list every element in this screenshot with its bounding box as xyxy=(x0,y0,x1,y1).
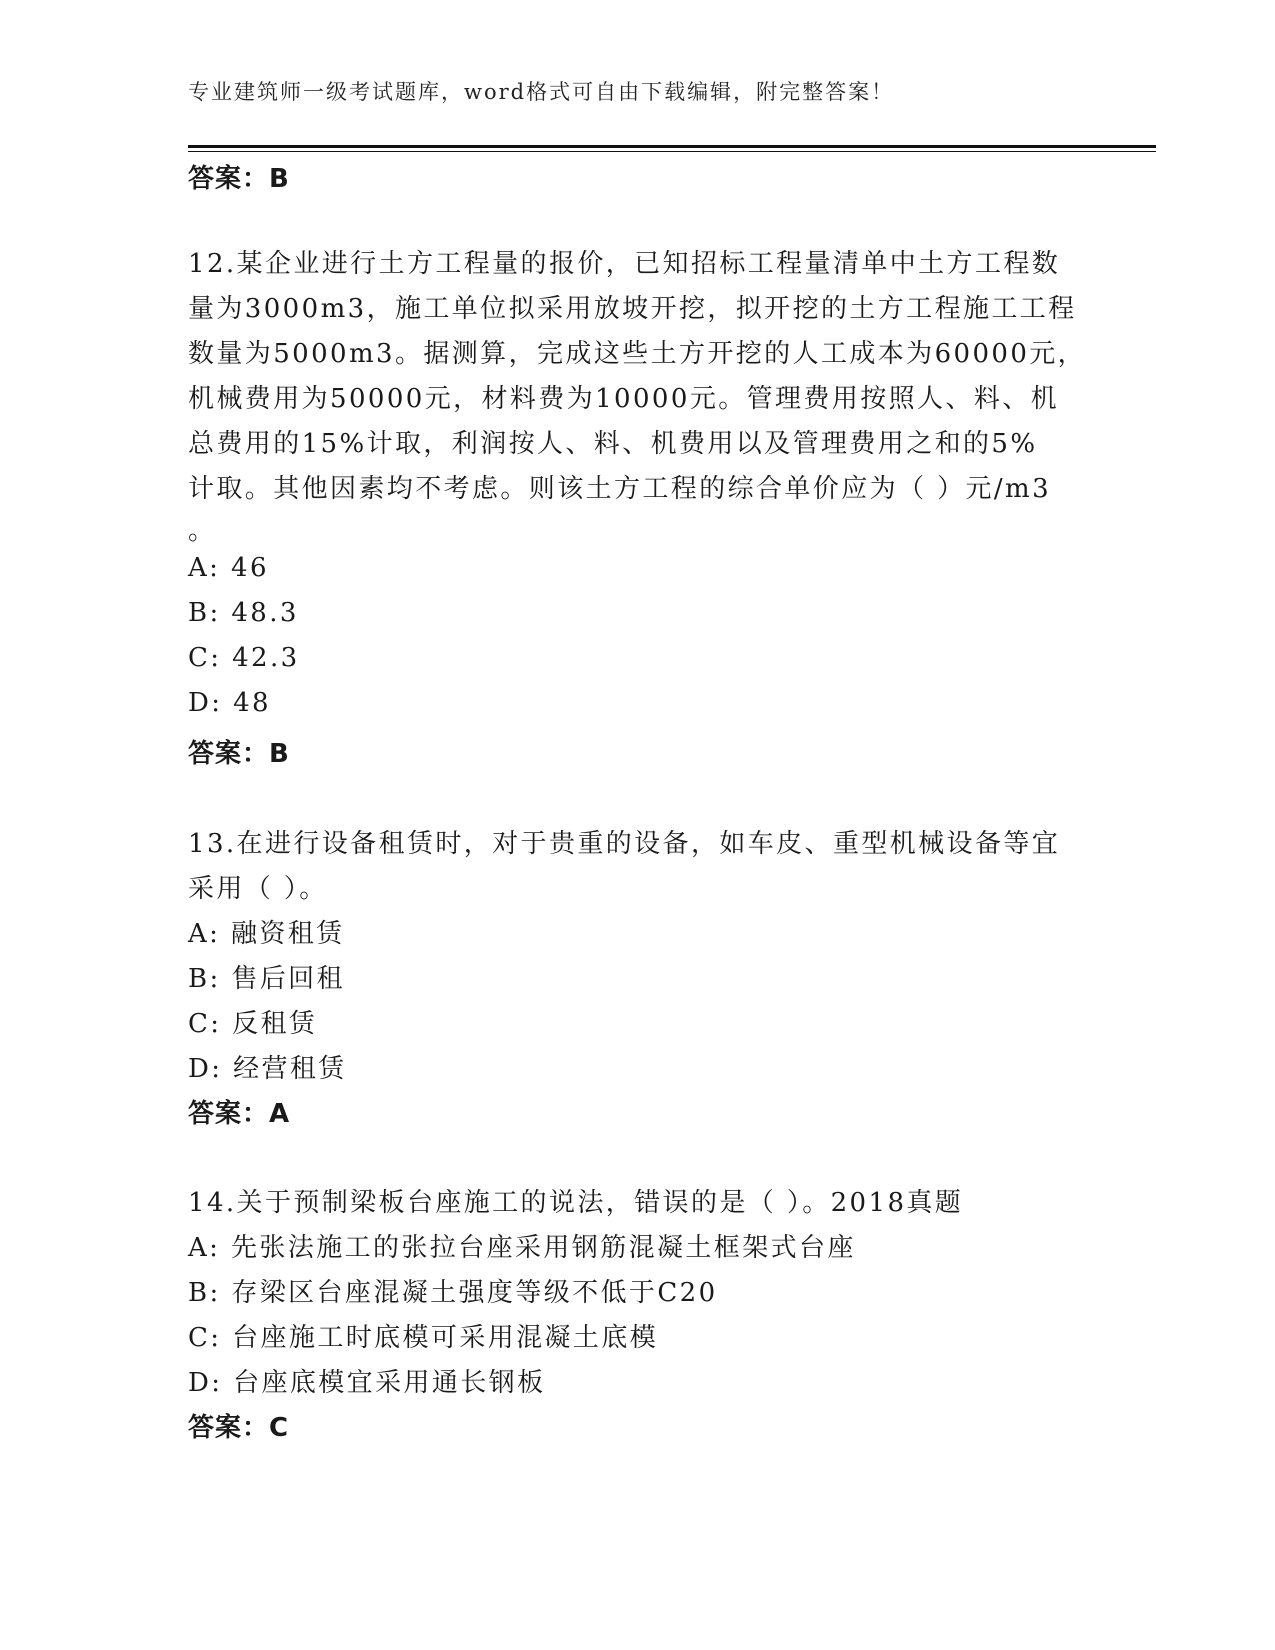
header-rule-thick xyxy=(188,145,1156,148)
question-13-line-2: 采用（ ）。 xyxy=(188,874,328,904)
question-12-line-5: 总费用的15%计取，利润按人、料、机费用以及管理费用之和的5% xyxy=(188,429,1038,459)
question-13-answer: 答案：A xyxy=(188,1099,291,1129)
question-12-line-2: 量为3000m3，施工单位拟采用放坡开挖，拟开挖的土方工程施工工程 xyxy=(188,294,1077,324)
question-13-option-d: D: 经营租赁 xyxy=(188,1054,347,1084)
question-12-option-d: D: 48 xyxy=(188,688,271,718)
question-12-line-1: 12.某企业进行土方工程量的报价，已知招标工程量清单中土方工程数 xyxy=(188,249,1061,279)
question-12-line-7: 。 xyxy=(188,516,217,546)
question-13-option-b: B: 售后回租 xyxy=(188,964,345,994)
question-13-option-a: A: 融资租赁 xyxy=(188,919,345,949)
question-12-line-3: 数量为5000m3。据测算，完成这些土方开挖的人工成本为60000元， xyxy=(188,339,1087,369)
question-13-line-1: 13.在进行设备租赁时，对于贵重的设备，如车皮、重型机械设备等宜 xyxy=(188,829,1061,859)
question-14-option-a: A: 先张法施工的张拉台座采用钢筋混凝土框架式台座 xyxy=(188,1233,856,1263)
question-12-line-4: 机械费用为50000元，材料费为10000元。管理费用按照人、料、机 xyxy=(188,384,1060,414)
question-14-option-d: D: 台座底模宜采用通长钢板 xyxy=(188,1368,546,1398)
question-12-option-a: A: 46 xyxy=(188,553,269,583)
question-13-option-c: C: 反租赁 xyxy=(188,1009,318,1039)
header-rule-thin xyxy=(188,151,1156,152)
question-14-option-b: B: 存梁区台座混凝土强度等级不低于C20 xyxy=(188,1278,718,1308)
question-12-option-c: C: 42.3 xyxy=(188,643,300,673)
question-12-option-b: B: 48.3 xyxy=(188,598,299,628)
question-14-answer: 答案：C xyxy=(188,1413,290,1443)
question-12-line-6: 计取。其他因素均不考虑。则该土方工程的综合单价应为（ ）元/m3 xyxy=(188,474,1052,504)
question-14-line-1: 14.关于预制梁板台座施工的说法，错误的是（ ）。2018真题 xyxy=(188,1188,964,1218)
question-12-answer: 答案：B xyxy=(188,739,290,769)
answer-previous: 答案：B xyxy=(188,164,290,194)
question-14-option-c: C: 台座施工时底模可采用混凝土底模 xyxy=(188,1323,659,1353)
header-note: 专业建筑师一级考试题库，word格式可自由下载编辑，附完整答案！ xyxy=(188,80,895,104)
